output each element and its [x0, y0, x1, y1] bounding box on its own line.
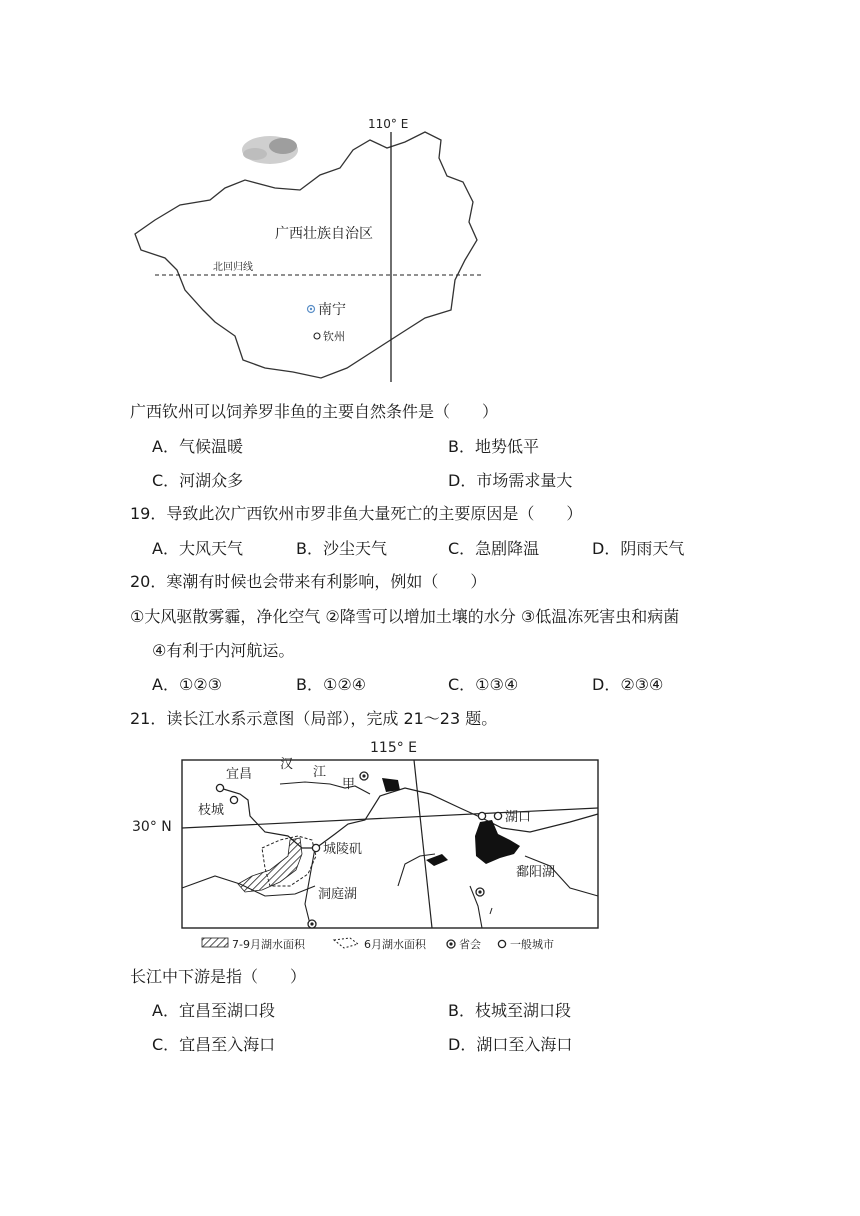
yichang-label: 宜昌 — [226, 767, 253, 782]
nanning-label: 南宁 — [318, 302, 346, 318]
q18-option-d[interactable]: D．市场需求量大 — [448, 471, 573, 490]
cloud-smudge — [242, 136, 298, 164]
parallel-30n-label: 30° N — [132, 819, 172, 835]
small-stroke — [490, 908, 492, 914]
yichang-marker — [216, 784, 223, 791]
poyang-label: 鄱阳湖 — [516, 865, 556, 880]
lake-middle — [426, 854, 448, 866]
tributary-2 — [305, 848, 315, 924]
q19-stem: 19．导致此次广西钦州市罗非鱼大量死亡的主要原因是（ ） — [130, 504, 583, 523]
poyang-lake — [475, 820, 520, 864]
chenglingji-marker — [312, 844, 319, 851]
yangtze-main — [220, 788, 598, 848]
jia-label: 甲 — [342, 777, 356, 792]
jiang-label: 江 — [313, 765, 327, 780]
q19-option-a[interactable]: A．大风天气 — [152, 539, 243, 558]
q21-option-a[interactable]: A．宜昌至湖口段 — [152, 1001, 275, 1020]
q19-option-c[interactable]: C．急剧降温 — [448, 539, 540, 558]
legend-city-label: 一般城市 — [510, 938, 554, 951]
q21-sub-stem: 长江中下游是指（ ） — [130, 967, 307, 986]
legend-dashed-swatch — [334, 938, 358, 948]
q19-option-b[interactable]: B．沙尘天气 — [296, 539, 387, 558]
guangxi-map — [125, 110, 495, 390]
q20-statements-line1: ①大风驱散雾霾，净化空气 ②降雪可以增加土壤的水分 ③低温冻死害虫和病菌 — [130, 607, 680, 626]
q20-option-b[interactable]: B．①②④ — [296, 675, 367, 694]
meridian-110-label: 110° E — [368, 117, 409, 131]
legend-capital-label: 省会 — [459, 938, 481, 951]
q20-option-c[interactable]: C．①③④ — [448, 675, 519, 694]
qinzhou-city-marker — [314, 333, 320, 339]
meridian-115 — [414, 760, 432, 928]
meridian-115-label: 115° E — [370, 740, 418, 756]
legend-hatch-label: 7-9月湖水面积 — [232, 938, 305, 951]
q20-statements-line2: ④有利于内河航运。 — [152, 641, 295, 660]
q18-option-a[interactable]: A．气候温暖 — [152, 437, 243, 456]
q18-stem: 广西钦州可以饲养罗非鱼的主要自然条件是（ ） — [130, 402, 499, 421]
dongting-label: 洞庭湖 — [318, 887, 358, 902]
q20-stem: 20．寒潮有时候也会带来有利影响，例如（ ） — [130, 572, 487, 591]
q19-option-d[interactable]: D．阴雨天气 — [592, 539, 685, 558]
han-label: 汉 — [280, 757, 294, 772]
lake-near-jia — [382, 778, 400, 792]
region-label: 广西壮族自治区 — [275, 226, 373, 242]
legend-dashed-label: 6月湖水面积 — [364, 938, 426, 951]
q20-option-d[interactable]: D．②③④ — [592, 675, 664, 694]
q20-option-a[interactable]: A．①②③ — [152, 675, 222, 694]
legend-city-icon — [498, 940, 505, 947]
tropic-label: 北回归线 — [213, 262, 253, 273]
hukou-marker-2 — [494, 812, 501, 819]
zhicheng-label: 枝城 — [198, 803, 225, 818]
parallel-30n — [182, 808, 598, 828]
legend-hatch-swatch — [202, 938, 228, 947]
chenglingji-label: 城陵矶 — [323, 842, 363, 857]
qinzhou-label: 钦州 — [323, 330, 345, 343]
han-river — [280, 782, 370, 794]
zhicheng-marker — [230, 796, 237, 803]
guangxi-outline — [135, 132, 477, 378]
q18-option-c[interactable]: C．河湖众多 — [152, 471, 244, 490]
hukou-marker-1 — [478, 812, 485, 819]
q21-option-c[interactable]: C．宜昌至入海口 — [152, 1035, 276, 1054]
hukou-label: 湖口 — [505, 810, 532, 825]
q18-option-b[interactable]: B．地势低平 — [448, 437, 539, 456]
q21-option-d[interactable]: D．湖口至入海口 — [448, 1035, 573, 1054]
yangtze-map — [130, 736, 610, 958]
q21-stem: 21．读长江水系示意图（局部），完成 21～23 题。 — [130, 709, 498, 728]
q21-option-b[interactable]: B．枝城至湖口段 — [448, 1001, 571, 1020]
